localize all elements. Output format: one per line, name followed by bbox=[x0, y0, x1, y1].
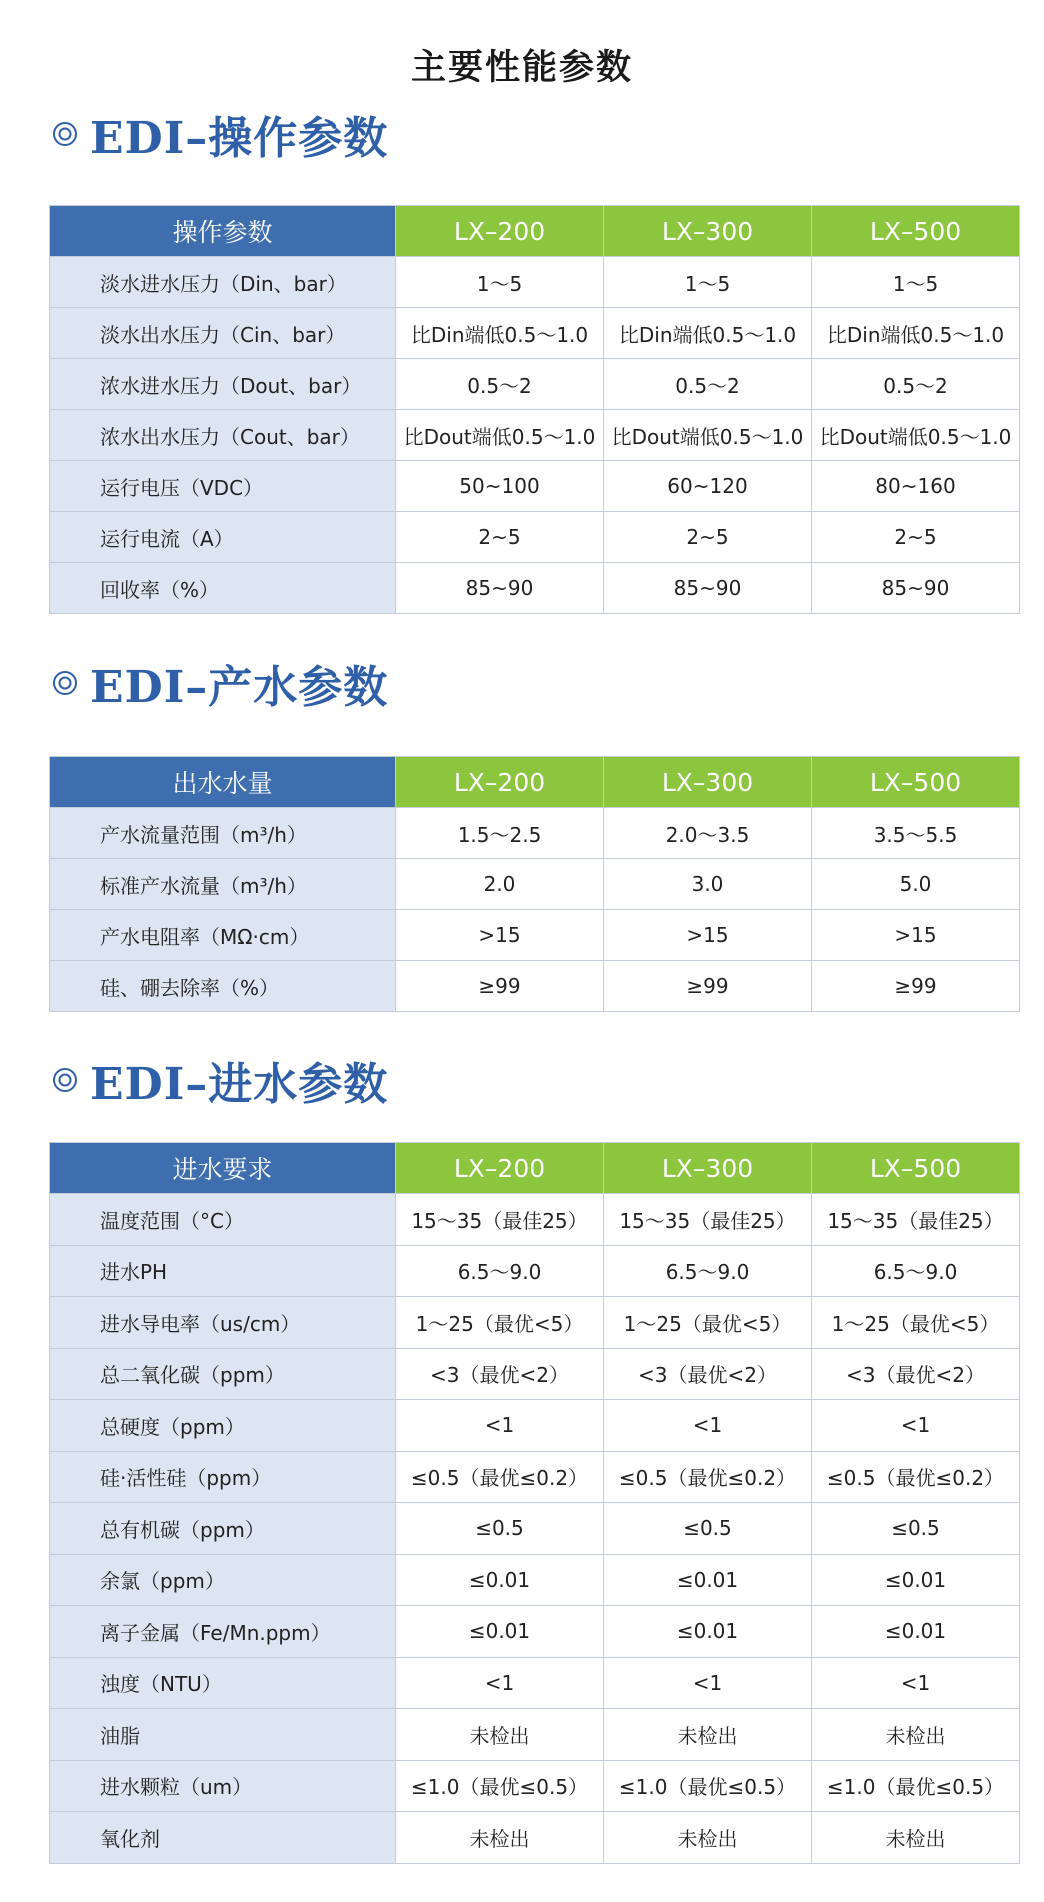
table-row bbox=[50, 1194, 1020, 1246]
double-circle-icon bbox=[52, 670, 78, 696]
double-circle-icon bbox=[52, 1067, 78, 1093]
table-cell: 60~120 bbox=[604, 461, 812, 512]
row-label: 总硬度（ppm） bbox=[50, 1400, 396, 1452]
table-cell: 2~5 bbox=[396, 512, 604, 563]
section-heading-inlet bbox=[52, 1050, 388, 1110]
table-cell: ≤1.0（最优≤0.5） bbox=[604, 1760, 812, 1812]
row-label: 运行电流（A） bbox=[50, 512, 396, 563]
table-cell: 2~5 bbox=[604, 512, 812, 563]
table-cell: <1 bbox=[812, 1400, 1020, 1452]
header-cell-model: LX–500 bbox=[812, 757, 1020, 808]
header-cell: 出水水量 bbox=[50, 757, 396, 808]
table-row bbox=[50, 1348, 1020, 1400]
table-row bbox=[50, 308, 1020, 359]
table-cell: 1.5～2.5 bbox=[396, 808, 604, 859]
table-cell: 5.0 bbox=[812, 859, 1020, 910]
table-row bbox=[50, 1709, 1020, 1761]
table-cell: ≤0.01 bbox=[604, 1606, 812, 1658]
row-label: 温度范围（°C） bbox=[50, 1194, 396, 1246]
row-label: 总二氧化碳（ppm） bbox=[50, 1348, 396, 1400]
table-cell: >15 bbox=[812, 910, 1020, 961]
section-heading-text: EDI–产水参数 bbox=[90, 662, 389, 713]
row-label: 油脂 bbox=[50, 1709, 396, 1761]
header-cell-model: LX–200 bbox=[396, 757, 604, 808]
table-cell: 0.5～2 bbox=[604, 359, 812, 410]
table-row bbox=[50, 1760, 1020, 1812]
table-cell: ≥99 bbox=[604, 961, 812, 1012]
table-row bbox=[50, 1297, 1020, 1349]
table-row bbox=[50, 257, 1020, 308]
row-label: 浓水出水压力（Cout、bar） bbox=[50, 410, 396, 461]
table-cell: 未检出 bbox=[396, 1812, 604, 1864]
table-cell: 1～25（最优<5） bbox=[812, 1297, 1020, 1349]
table-cell: ≤0.01 bbox=[396, 1606, 604, 1658]
table-cell: 85~90 bbox=[812, 563, 1020, 614]
table-header-row bbox=[50, 206, 1020, 257]
table-cell: 未检出 bbox=[812, 1709, 1020, 1761]
row-label: 运行电压（VDC） bbox=[50, 461, 396, 512]
table-row bbox=[50, 1657, 1020, 1709]
table-cell: <1 bbox=[604, 1400, 812, 1452]
table-cell: ≥99 bbox=[812, 961, 1020, 1012]
table-cell: 比Dout端低0.5～1.0 bbox=[812, 410, 1020, 461]
table-row bbox=[50, 1503, 1020, 1555]
table-row bbox=[50, 1606, 1020, 1658]
header-cell: 进水要求 bbox=[50, 1143, 396, 1194]
table-cell: <1 bbox=[604, 1657, 812, 1709]
table-row bbox=[50, 1554, 1020, 1606]
table-cell: <3（最优<2） bbox=[604, 1348, 812, 1400]
row-label: 浓水进水压力（Dout、bar） bbox=[50, 359, 396, 410]
table-cell: ≤0.01 bbox=[812, 1606, 1020, 1658]
table-cell: 2.0 bbox=[396, 859, 604, 910]
table-cell: ≤0.5 bbox=[812, 1503, 1020, 1555]
table-cell: 3.0 bbox=[604, 859, 812, 910]
table-cell: 2~5 bbox=[812, 512, 1020, 563]
table-cell: 比Dout端低0.5～1.0 bbox=[396, 410, 604, 461]
section-heading-text: EDI–操作参数 bbox=[90, 113, 389, 164]
table-cell: 1～5 bbox=[396, 257, 604, 308]
table-cell: <1 bbox=[812, 1657, 1020, 1709]
table-row bbox=[50, 563, 1020, 614]
header-cell-model: LX–200 bbox=[396, 206, 604, 257]
table-cell: 6.5～9.0 bbox=[604, 1245, 812, 1297]
header-cell-model: LX–300 bbox=[604, 757, 812, 808]
table-row bbox=[50, 910, 1020, 961]
table-cell: 2.0～3.5 bbox=[604, 808, 812, 859]
table-row bbox=[50, 1451, 1020, 1503]
row-label: 进水颗粒（um） bbox=[50, 1760, 396, 1812]
table-cell: ≤1.0（最优≤0.5） bbox=[812, 1760, 1020, 1812]
row-label: 余氯（ppm） bbox=[50, 1554, 396, 1606]
table-header-row bbox=[50, 757, 1020, 808]
table-cell: 80~160 bbox=[812, 461, 1020, 512]
row-label: 标准产水流量（m³/h） bbox=[50, 859, 396, 910]
table-cell: <3（最优<2） bbox=[812, 1348, 1020, 1400]
table-row bbox=[50, 808, 1020, 859]
header-cell: 操作参数 bbox=[50, 206, 396, 257]
header-cell-model: LX–500 bbox=[812, 206, 1020, 257]
row-label: 硅·活性硅（ppm） bbox=[50, 1451, 396, 1503]
table-cell: 未检出 bbox=[604, 1709, 812, 1761]
table-cell: 比Din端低0.5～1.0 bbox=[812, 308, 1020, 359]
row-label: 浊度（NTU） bbox=[50, 1657, 396, 1709]
row-label: 硅、硼去除率（%） bbox=[50, 961, 396, 1012]
table-cell: 1～25（最优<5） bbox=[604, 1297, 812, 1349]
row-label: 产水流量范围（m³/h） bbox=[50, 808, 396, 859]
table-cell: 0.5～2 bbox=[812, 359, 1020, 410]
row-label: 淡水出水压力（Cin、bar） bbox=[50, 308, 396, 359]
table-cell: 1～5 bbox=[812, 257, 1020, 308]
table-cell: 1～25（最优<5） bbox=[396, 1297, 604, 1349]
table-cell: 未检出 bbox=[396, 1709, 604, 1761]
table-cell: 比Din端低0.5～1.0 bbox=[604, 308, 812, 359]
row-label: 产水电阻率（MΩ·cm） bbox=[50, 910, 396, 961]
table-header-row bbox=[50, 1143, 1020, 1194]
table-cell: 50~100 bbox=[396, 461, 604, 512]
table-row bbox=[50, 410, 1020, 461]
header-cell-model: LX–300 bbox=[604, 1143, 812, 1194]
table-cell: <3（最优<2） bbox=[396, 1348, 604, 1400]
row-label: 氧化剂 bbox=[50, 1812, 396, 1864]
table-cell: 85~90 bbox=[396, 563, 604, 614]
table-cell: <1 bbox=[396, 1657, 604, 1709]
table-cell: ≤1.0（最优≤0.5） bbox=[396, 1760, 604, 1812]
table-cell: 未检出 bbox=[812, 1812, 1020, 1864]
row-label: 离子金属（Fe/Mn.ppm） bbox=[50, 1606, 396, 1658]
table-cell: 6.5～9.0 bbox=[396, 1245, 604, 1297]
section-heading-operation bbox=[52, 104, 388, 164]
table-cell: >15 bbox=[604, 910, 812, 961]
table-cell: ≤0.01 bbox=[396, 1554, 604, 1606]
table-cell: ≤0.5（最优≤0.2） bbox=[812, 1451, 1020, 1503]
row-label: 淡水进水压力（Din、bar） bbox=[50, 257, 396, 308]
table-row bbox=[50, 1245, 1020, 1297]
row-label: 进水PH bbox=[50, 1245, 396, 1297]
table-row bbox=[50, 359, 1020, 410]
table-row bbox=[50, 1812, 1020, 1864]
header-cell-model: LX–300 bbox=[604, 206, 812, 257]
table-cell: 1～5 bbox=[604, 257, 812, 308]
table-row bbox=[50, 461, 1020, 512]
table-cell: 比Din端低0.5～1.0 bbox=[396, 308, 604, 359]
table-cell: ≤0.5（最优≤0.2） bbox=[604, 1451, 812, 1503]
inlet-params-table bbox=[49, 1142, 1020, 1864]
row-label: 回收率（%） bbox=[50, 563, 396, 614]
section-heading-text: EDI–进水参数 bbox=[90, 1059, 389, 1110]
row-label: 进水导电率（us/cm） bbox=[50, 1297, 396, 1349]
table-cell: 未检出 bbox=[604, 1812, 812, 1864]
table-cell: 15～35（最佳25） bbox=[604, 1194, 812, 1246]
operation-params-table bbox=[49, 205, 1020, 614]
table-row bbox=[50, 1400, 1020, 1452]
table-cell: 15～35（最佳25） bbox=[396, 1194, 604, 1246]
table-cell: 6.5～9.0 bbox=[812, 1245, 1020, 1297]
table-cell: ≤0.5（最优≤0.2） bbox=[396, 1451, 604, 1503]
table-cell: ≤0.5 bbox=[604, 1503, 812, 1555]
row-label: 总有机碳（ppm） bbox=[50, 1503, 396, 1555]
table-cell: 0.5～2 bbox=[396, 359, 604, 410]
table-cell: ≤0.5 bbox=[396, 1503, 604, 1555]
table-row bbox=[50, 859, 1020, 910]
page-title: 主要性能参数 bbox=[410, 48, 633, 88]
header-cell-model: LX–500 bbox=[812, 1143, 1020, 1194]
table-cell: 85~90 bbox=[604, 563, 812, 614]
table-cell: ≤0.01 bbox=[604, 1554, 812, 1606]
double-circle-icon bbox=[52, 121, 78, 147]
table-row bbox=[50, 961, 1020, 1012]
table-cell: >15 bbox=[396, 910, 604, 961]
table-cell: 比Dout端低0.5～1.0 bbox=[604, 410, 812, 461]
table-cell: ≥99 bbox=[396, 961, 604, 1012]
table-cell: ≤0.01 bbox=[812, 1554, 1020, 1606]
table-cell: <1 bbox=[396, 1400, 604, 1452]
header-cell-model: LX–200 bbox=[396, 1143, 604, 1194]
output-params-table bbox=[49, 756, 1020, 1012]
table-cell: 3.5～5.5 bbox=[812, 808, 1020, 859]
section-heading-output bbox=[52, 653, 388, 713]
table-cell: 15～35（最佳25） bbox=[812, 1194, 1020, 1246]
table-row bbox=[50, 512, 1020, 563]
